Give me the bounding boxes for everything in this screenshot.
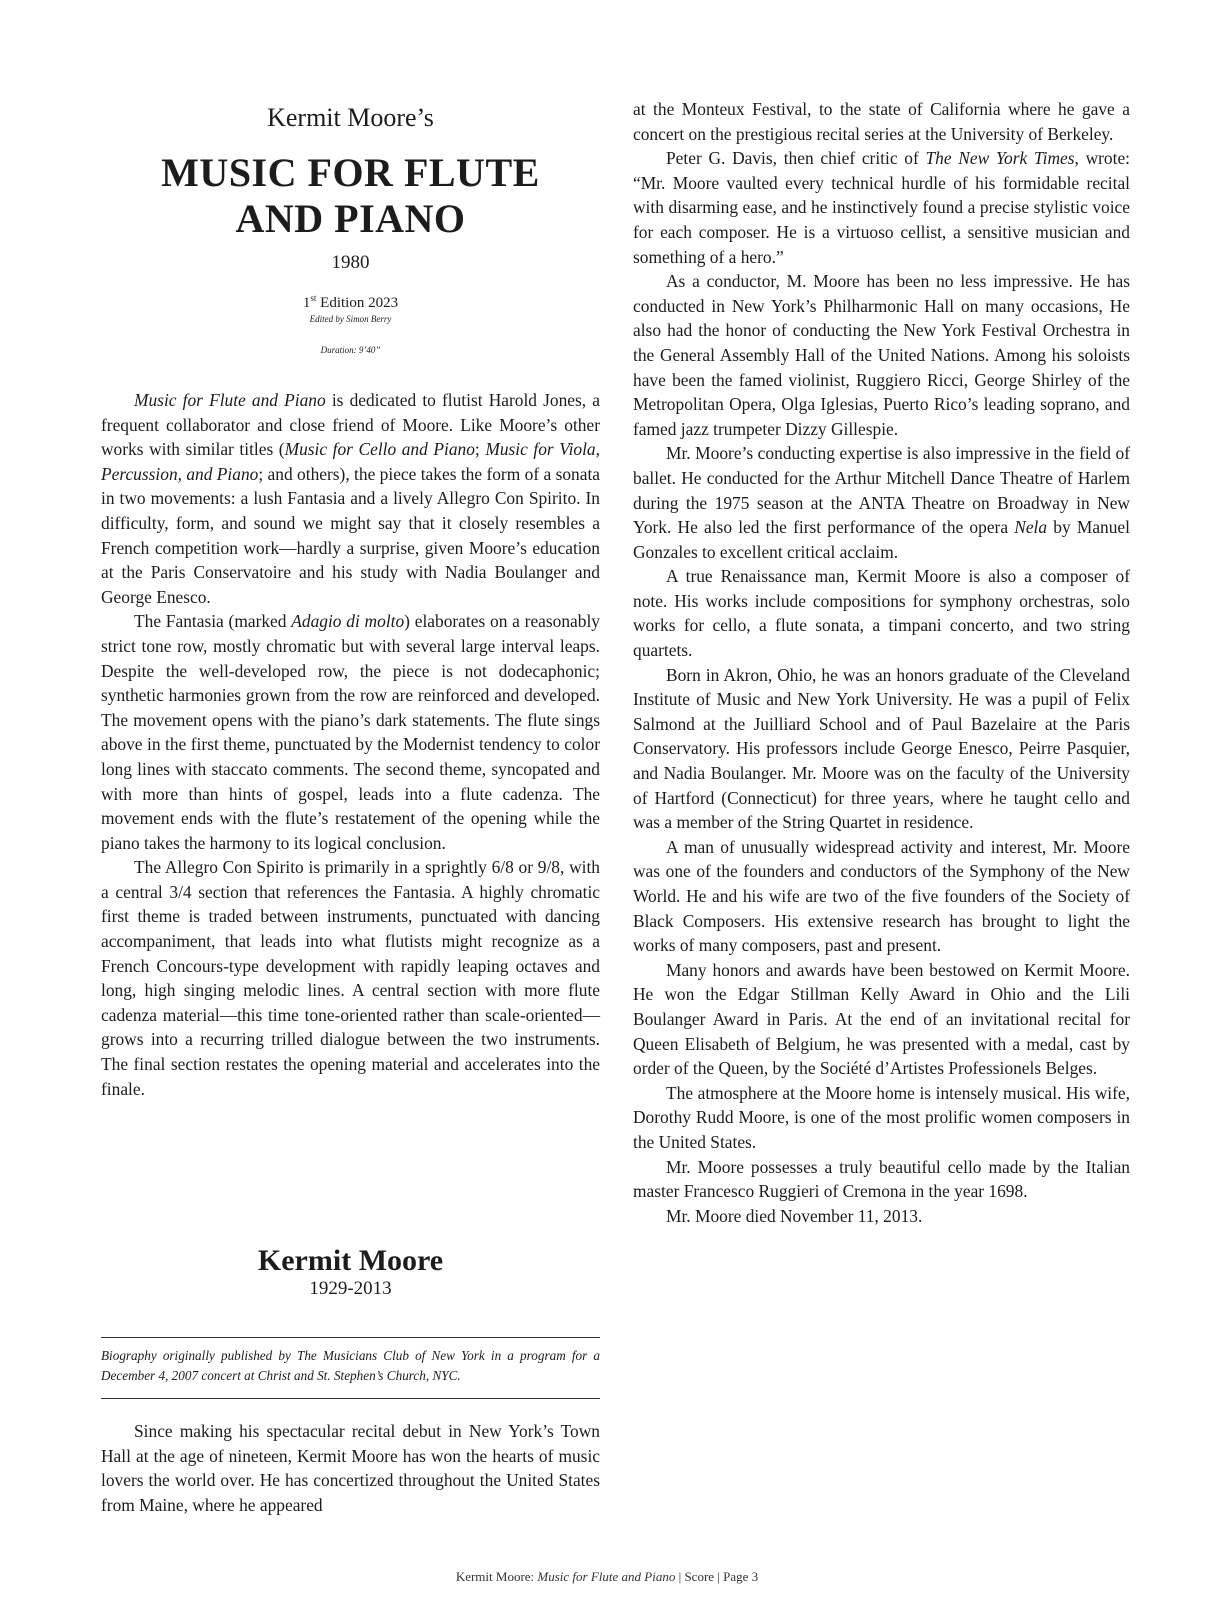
biography-paragraph: Born in Akron, Ohio, he was an honors graduate of the Cleveland Institute of Music and New York University. He was a pupil of Felix Salmond at the Juilliard School and of Paul Bazelaire at the Paris Conservatory. His professors include George Enesco, Peirre Pasquier, and Nadia Boulanger. Mr. Moore was on the faculty of the University of Hartford (Connecticut) for three years, where he taught cello and was a member of the String Quartet in residence. [633,664,1130,833]
text-run: by Manuel Gonzales to excellent critical acclaim. [633,517,1130,562]
work-title-italic: Music for Flute and Piano [134,390,326,410]
biography-paragraph: Mr. Moore died November 11, 2013. [666,1205,923,1226]
newspaper-title: The New York Times [925,148,1075,169]
work-title-line-1: MUSIC FOR FLUTE [161,150,540,195]
text-run: , wrote: “Mr. Moore vaulted every technical hurdle of his formidable recital with disarming ease, and he instinctively found a precise stylistic voice for each composer. He is a virtuoso cellist, a sensitive musician and something of a hero.” [633,148,1130,267]
text-run: The Fantasia (marked [134,611,292,632]
page-footer [0,1569,1214,1585]
edition-ordinal: st [310,293,317,303]
biography-heading: Kermit Moore [257,1244,444,1277]
text-run: ) elaborates on a reasonably strict tone row, mostly chromatic but with several large interval leaps. Despite the well-developed row, the piece is not dodecaphonic; synthetic harmonies grown from the row are reinforced and developed. The movement opens with the piano’s dark statements. The flute sings above in the first theme, punctuated by the Modernist tendency to color long lines with staccato comments. The second theme, syncopated and with more than hints of gospel, leads into a flute cadenza. The movement ends with the flute’s restatement of the opening while the piano takes the harmony to its logical conclusion. [101,611,600,853]
composition-year: 1980 [331,252,370,273]
biography-paragraph: Mr. Moore possesses a truly beautiful cello made by the Italian master Francesco Ruggieri of Cremona in the year 1698. [633,1156,1130,1202]
work-title [101,150,600,242]
biography-years: 1929-2013 [309,1278,392,1299]
text-run: Peter G. Davis, then chief critic of [666,148,926,169]
edition-text: Edition 2023 [316,295,399,311]
footer-composer: Kermit Moore: [455,1569,538,1584]
duration: Duration: 9’40” [320,345,381,355]
work-title-italic: Music for Viola, Percussion, and Piano [101,439,600,484]
biography-paragraph [633,441,1130,564]
biography-paragraph: Many honors and awards have been bestowed on Kermit Moore. He won the Edgar Stillman Kelly Award in Ohio and the Lili Boulanger Award in Paris. At the end of an invitational recital for Queen Elisabeth of Belgium, he was presented with a medal, cast by order of the Queen, by the Société d’Artistes Professionels Belges. [633,959,1130,1079]
publisher-name: The Musicians Club of New York [297,1348,485,1363]
program-note-paragraph: The Allegro Con Spirito is primarily in a sprightly 6/8 or 9/8, with a central 3/4 section that references the Fantasia. A highly chromatic first theme is traded between instruments, punctuated with dancing accompaniment, that leads into what flutists might recognize as a French Concours-type development with rapidly leaping octaves and long, high singing melodic lines. A central section with more flute cadenza material—this time tone-oriented rather than scale-oriented—grows into a recurring trilled dialogue between the two instruments. The final section restates the opening material and accelerates into the finale. [101,857,600,1099]
text-run: Mr. Moore’s conducting expertise is also impressive in the field of ballet. He conducted for the Arthur Mitchell Dance Theatre of Harlem during the 1975 season at the ANTA Theatre on Broadway in New York. He also led the first performance of the opera [633,443,1130,538]
tempo-marking: Adagio di molto [291,611,405,632]
work-title-line-2: AND PIANO [235,196,466,241]
footer-work-title: Music for Flute and Piano [537,1569,676,1584]
biography-paragraph: The atmosphere at the Moore home is intensely musical. His wife, Dorothy Rudd Moore, is one of the most prolific women composers in the United States. [633,1082,1130,1152]
work-title-italic: Music for Cello and Piano [284,439,475,460]
biography-paragraph: A true Renaissance man, Kermit Moore is also a composer of note. His works include compositions for symphony orchestras, solo works for cello, a flute sonata, a timpani concerto, and two string quartets. [633,566,1130,661]
divider [101,1398,600,1399]
program-note-paragraph [101,388,600,609]
footer-page-info: | Score | Page 3 [675,1569,759,1584]
biography-paragraph: at the Monteux Festival, to the state of California where he gave a concert on the prestigious recital series at the University of Berkeley. [633,99,1130,144]
editor-credit: Edited by Simon Berry [309,314,392,324]
text-run: ; [474,439,486,460]
program-note-paragraph [101,609,600,855]
opera-title: Nela [1014,517,1048,538]
text-run: Biography originally published by [101,1348,297,1363]
program-notes [101,388,600,1101]
text-run: is dedicated to flutist Harold Jones, a frequent collaborator and close friend of Moore. Like Moore’s other works with similar titles ( [101,390,600,460]
composer-heading: Kermit Moore’s [267,103,434,132]
biography-paragraph: Since making his spectacular recital debut in New York’s Town Hall at the age of nineteen, Kermit Moore has won the hearts of music lovers the world over. He has concertized throughout the United States from Maine, where he appeared [101,1421,600,1515]
biography-paragraph [633,146,1130,269]
edition-line [101,293,600,312]
text-run: ; and others), the piece takes the form of a sonata in two movements: a lush Fantasia and a lively Allegro Con Spirito. In difficulty, form, and sound we might say that it closely resembles a French competition work—hardly a surprise, given Moore’s education at the Paris Conservatoire and his study with Nadia Boulanger and George Enesco. [101,463,600,607]
biography-paragraph: As a conductor, M. Moore has been no less impressive. He has conducted in New York’s Philharmonic Hall on many occasions, He also had the honor of conducting the New York Festival Orchestra in the General Assembly Hall of the United Nations. Among his soloists have been the famed violinist, Ruggiero Ricci, George Shirley of the Metropolitan Opera, Olga Iglesias, Puerto Rico’s leading soprano, and famed jazz trumpeter Dizzy Gillespie. [633,271,1130,439]
text-run: in a program for a December 4, 2007 concert at Christ and St. Stephen’s Church, NYC. [101,1348,600,1383]
biography-source-note [101,1346,600,1386]
edition-number: 1 [302,295,311,311]
biography-text-left [101,1419,600,1517]
biography-paragraph: A man of unusually widespread activity and interest, Mr. Moore was one of the founders and conductors of the Symphony of the New World. He and his wife are two of the five founders of the Society of Black Composers. His extensive research has brought to light the works of many composers, past and present. [633,836,1130,956]
biography-text-right [633,97,1130,1228]
divider [101,1337,600,1338]
